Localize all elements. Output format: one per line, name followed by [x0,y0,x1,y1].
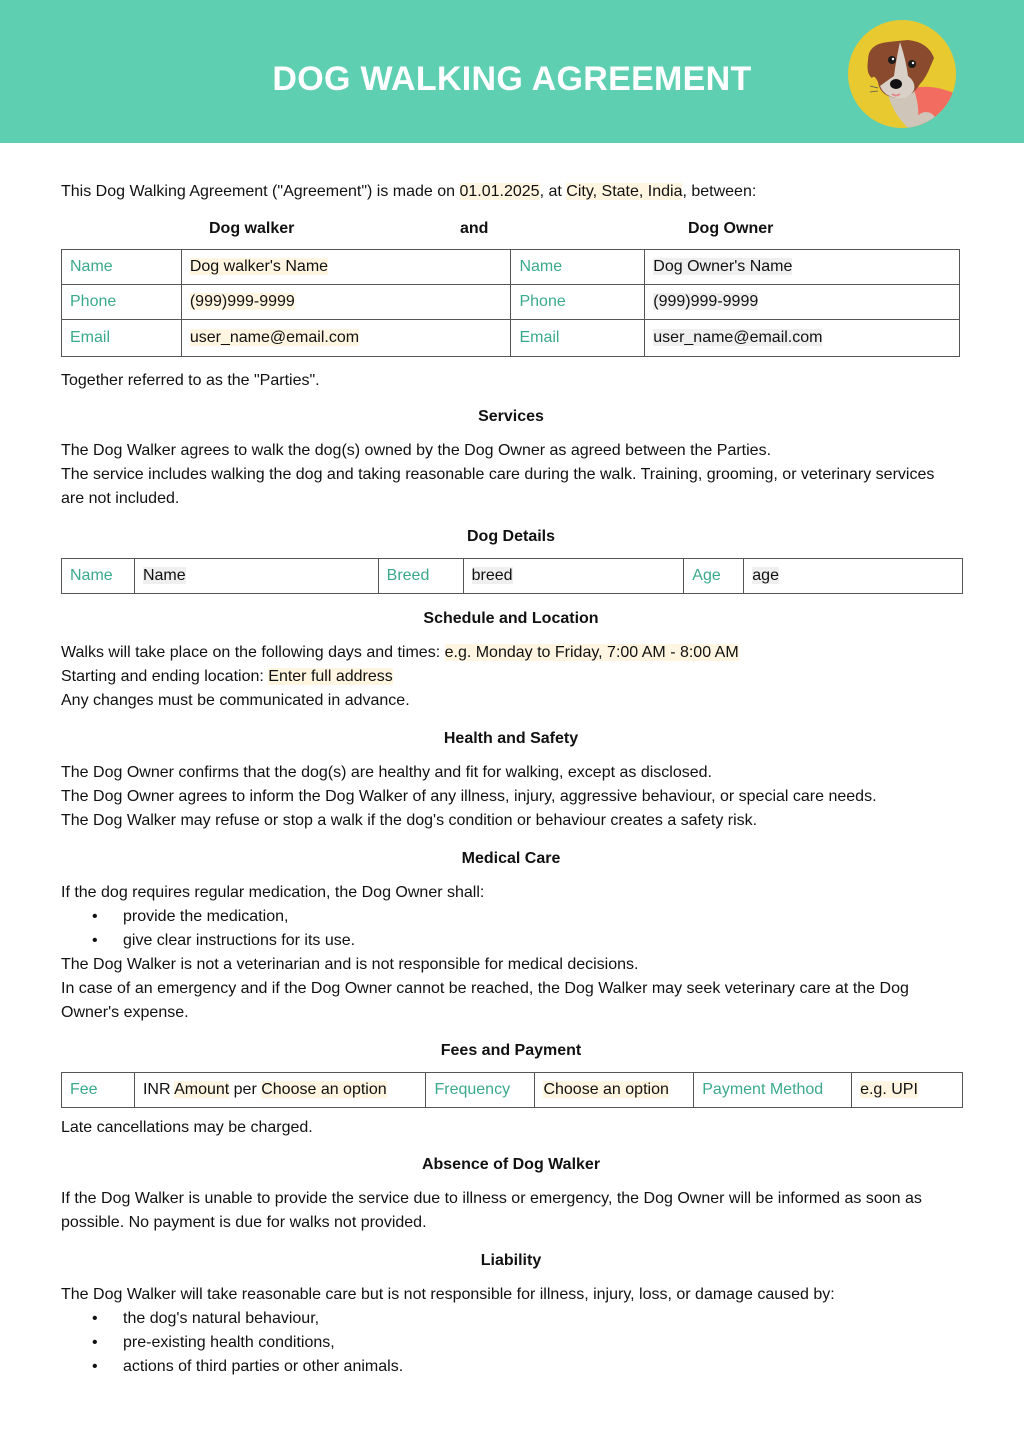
owner-phone-label: Phone [511,285,645,320]
payment-method-field[interactable]: e.g. UPI [860,1081,918,1098]
medical-paragraph: The Dog Walker is not a veterinarian and is not responsible for medical decisions. [61,956,639,973]
dog-portrait-icon [848,20,956,128]
medical-list [61,905,961,953]
health-line: The Dog Owner agrees to inform the Dog Walker of any illness, injury, aggressive behaviour, or special care needs. [61,788,877,805]
parties-headings [61,220,961,244]
fee-period-dropdown[interactable]: Choose an option [261,1081,387,1098]
walker-email-cell[interactable] [181,320,511,357]
and-label: and [460,220,489,237]
walker-phone-label: Phone [62,285,182,320]
section-heading-fees: Fees and Payment [440,1042,582,1059]
walker-name-field[interactable]: Dog walker's Name [189,258,329,275]
schedule-changes: Any changes must be communicated in advance. [61,692,410,709]
section-heading-schedule: Schedule and Location [423,610,599,627]
medical-paragraph: In case of an emergency and if the Dog Owner cannot be reached, the Dog Walker may seek veterinary care at the Dog Owner's expense. [61,980,909,1021]
dog-name-field[interactable]: Name [142,567,186,584]
together-text: Together referred to as the "Parties". [61,372,320,389]
walker-name-cell[interactable] [181,250,511,285]
section-heading-liability: Liability [480,1252,542,1269]
parties-table [61,249,960,357]
fee-amount-field[interactable]: Amount [174,1081,230,1098]
dog-details-table [61,558,963,594]
section-heading-health: Health and Safety [443,730,579,747]
currency-text: INR [142,1081,175,1098]
owner-email-cell[interactable] [645,320,960,357]
walker-email-label: Email [62,320,182,357]
fee-cell [134,1073,426,1108]
intro-text: , between: [682,183,757,200]
walker-name-label: Name [62,250,182,285]
frequency-label: Frequency [426,1073,535,1108]
intro-text: This Dog Walking Agreement ("Agreement") is made on [61,183,460,200]
walker-heading: Dog walker [209,220,295,237]
walker-phone-field[interactable]: (999)999-9999 [189,293,295,310]
liability-intro: The Dog Walker will take reasonable care but is not responsible for illness, injury, loss, or damage caused by: [61,1286,835,1303]
services-paragraph: The service includes walking the dog and taking reasonable care during the walk. Training, grooming, or veterinary services are not included. [61,466,935,507]
fees-table [61,1072,963,1108]
owner-name-cell[interactable] [645,250,960,285]
owner-name-field[interactable]: Dog Owner's Name [653,258,793,275]
owner-phone-field[interactable]: (999)999-9999 [653,293,759,310]
services-paragraph: The Dog Walker agrees to walk the dog(s) owned by the Dog Owner as agreed between the Parties. [61,442,772,459]
table-row [62,320,960,357]
late-cancellation-text: Late cancellations may be charged. [61,1119,313,1136]
per-text: per [229,1081,262,1098]
section-heading-services: Services [478,408,544,425]
fee-label: Fee [62,1073,135,1108]
list-item: • give clear instructions for its use. [123,929,961,953]
dog-breed-label: Breed [378,559,463,594]
walker-phone-cell[interactable] [181,285,511,320]
health-line: The Dog Owner confirms that the dog(s) are healthy and fit for walking, except as disclosed. [61,764,712,781]
liability-list [61,1307,961,1379]
list-item: • actions of third parties or other animals. [123,1355,961,1379]
dog-name-label: Name [62,559,135,594]
payment-method-label: Payment Method [694,1073,852,1108]
health-line: The Dog Walker may refuse or stop a walk if the dog's condition or behaviour creates a safety risk. [61,812,758,829]
schedule-text: Starting and ending location: [61,668,269,685]
owner-phone-cell[interactable] [645,285,960,320]
location-field[interactable]: City, State, India [566,183,683,200]
medical-intro: If the dog requires regular medication, the Dog Owner shall: [61,884,485,901]
section-heading-absence: Absence of Dog Walker [421,1156,601,1173]
page-title: DOG WALKING AGREEMENT [272,60,752,98]
table-row [62,1073,963,1108]
schedule-location-line [61,665,961,689]
table-row [62,559,963,594]
frequency-cell[interactable] [535,1073,694,1108]
owner-email-field[interactable]: user_name@email.com [653,329,823,346]
list-item: • the dog's natural behaviour, [123,1307,961,1331]
header-banner [0,0,1024,143]
agreement-body [61,180,961,1379]
owner-name-label: Name [511,250,645,285]
section-heading-dog-details: Dog Details [466,528,555,545]
dog-age-cell[interactable] [744,559,963,594]
list-item: • provide the medication, [123,905,961,929]
section-heading-medical: Medical Care [461,850,561,867]
table-row [62,250,960,285]
address-field[interactable]: Enter full address [268,668,393,685]
schedule-days-field[interactable]: e.g. Monday to Friday, 7:00 AM - 8:00 AM [444,644,739,661]
table-row [62,285,960,320]
intro-paragraph [61,180,961,204]
dog-age-label: Age [684,559,744,594]
owner-email-label: Email [511,320,645,357]
schedule-text: Walks will take place on the following days and times: [61,644,445,661]
schedule-days-line [61,641,961,665]
payment-method-cell[interactable] [852,1073,963,1108]
intro-text: , at [539,183,567,200]
dog-breed-cell[interactable] [463,559,684,594]
owner-heading: Dog Owner [688,220,774,237]
dog-name-cell[interactable] [134,559,378,594]
walker-email-field[interactable]: user_name@email.com [189,329,360,346]
date-field[interactable]: 01.01.2025 [459,183,540,200]
frequency-dropdown[interactable]: Choose an option [543,1081,669,1098]
absence-paragraph: If the Dog Walker is unable to provide the service due to illness or emergency, the Dog Owner will be informed as soon as possible. No payment is due for walks not provided. [61,1190,922,1231]
dog-age-field[interactable]: age [752,567,779,584]
list-item: • pre-existing health conditions, [123,1331,961,1355]
dog-breed-field[interactable]: breed [471,567,513,584]
